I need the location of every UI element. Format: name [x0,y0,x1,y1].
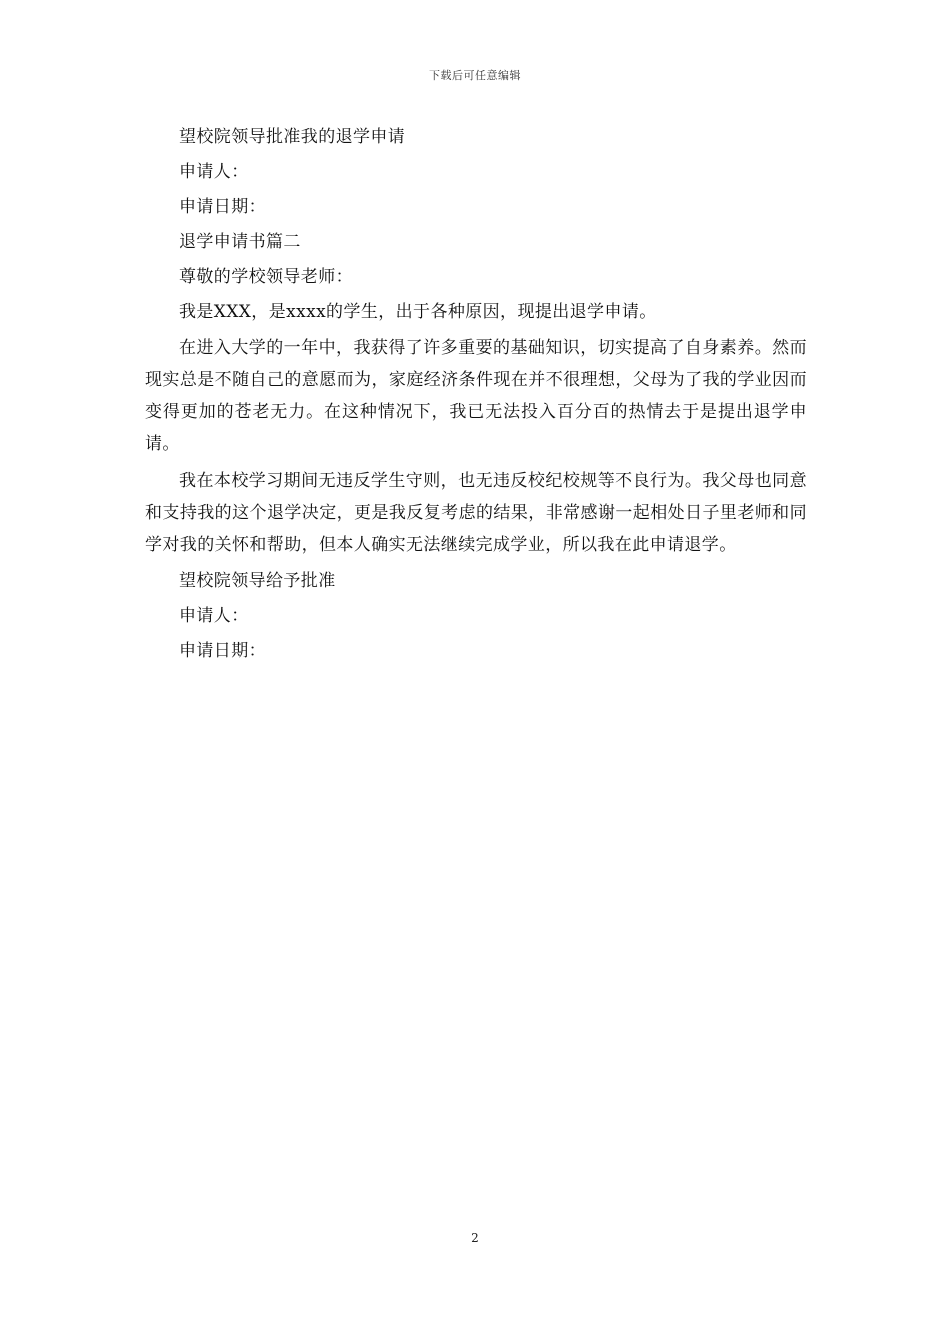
section-title: 退学申请书篇二 [179,232,301,252]
applicant-label: 申请人： [179,162,249,182]
page-number: 2 [471,1231,479,1245]
conduct-paragraph: 我在本校学习期间无违反学生守则，也无违反校纪校规等不良行为。我父母也同意和支持我的这个退学决定，更是我反复考虑的结果，非常感谢一起相处日子里老师和同学对我的关怀和帮助，但本人确实无法继续完成学业，所以我在此申请退学。 [145,471,807,555]
closing-request-line: 望校院领导批准我的退学申请 [179,127,406,147]
approval-request-line: 望校院领导给予批准 [179,571,336,591]
reason-paragraph: 在进入大学的一年中，我获得了许多重要的基础知识，切实提高了自身素养。然而现实总是不随自己的意愿而为，家庭经济条件现在并不很理想，父母为了我的学业因而变得更加的苍老无力。在这种情况下，我已无法投入百分百的热情去于是提出退学申请。 [145,338,807,454]
applicant-label-2: 申请人： [179,606,249,626]
document-body [145,122,807,671]
application-date-label-2: 申请日期： [179,641,266,661]
salutation: 尊敬的学校领导老师： [179,267,353,287]
page-header-note: 下载后可任意编辑 [429,69,521,82]
intro-paragraph: 我是XXX，是xxxx的学生，出于各种原因，现提出退学申请。 [179,302,657,322]
application-date-label: 申请日期： [179,197,266,217]
